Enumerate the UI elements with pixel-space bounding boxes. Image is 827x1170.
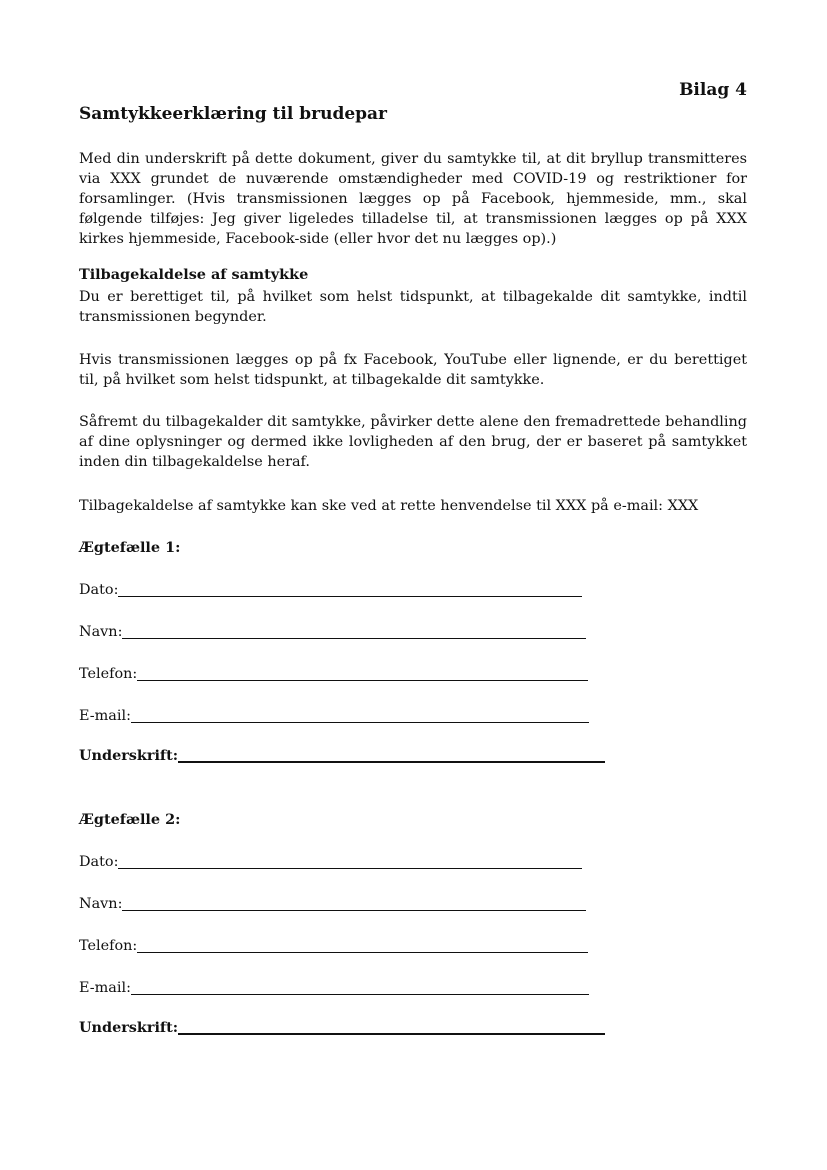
spouse-1-email-field[interactable] <box>79 706 589 726</box>
spouse-2-date-field[interactable] <box>79 852 582 872</box>
spouse-2-heading: Ægtefælle 2: <box>79 811 181 828</box>
email-label: E-mail: <box>79 980 131 996</box>
intro-paragraph: Med din underskrift på dette dokument, giver du samtykke til, at dit bryllup transmitteres via XXX grundet de nuværende omstændigheder med COVID-19 og restriktioner for forsamlinger. (Hvis transmissionen lægges op på Facebook, hjemmeside, mm., skal følgende tilføjes: Jeg giver ligeledes tilladelse til, at transmissionen lægges op på XXX kirkes hjemmeside, Facebook-side (eller hvor det nu lægges op).) <box>79 151 747 247</box>
withdrawal-paragraph-1: Du er berettiget til, på hvilket som helst tidspunkt, at tilbagekalde dit samtykke, indtil transmissionen begynder. <box>79 289 747 325</box>
withdrawal-heading: Tilbagekaldelse af samtykke <box>79 266 309 283</box>
signature-label: Underskrift: <box>79 1019 179 1036</box>
name-label: Navn: <box>79 896 123 912</box>
phone-line[interactable] <box>137 664 588 681</box>
phone-label: Telefon: <box>79 938 138 954</box>
signature-label: Underskrift: <box>79 747 179 764</box>
date-line[interactable] <box>118 852 582 869</box>
spouse-1-name-field[interactable] <box>79 622 586 642</box>
withdrawal-paragraph-2: Hvis transmissionen lægges op på fx Facebook, YouTube eller lignende, er du berettiget til, på hvilket som helst tidspunkt, at tilbagekalde dit samtykke. <box>79 352 747 388</box>
date-label: Dato: <box>79 854 119 870</box>
email-line[interactable] <box>131 706 589 723</box>
name-label: Navn: <box>79 624 123 640</box>
email-line[interactable] <box>131 978 589 995</box>
spouse-1-phone-field[interactable] <box>79 664 588 684</box>
spouse-2-signature-field[interactable] <box>79 1018 605 1038</box>
phone-label: Telefon: <box>79 666 138 682</box>
name-line[interactable] <box>122 894 586 911</box>
email-label: E-mail: <box>79 708 131 724</box>
page-title: Samtykkeerklæring til brudepar <box>79 104 388 124</box>
name-line[interactable] <box>122 622 586 639</box>
spouse-2-name-field[interactable] <box>79 894 586 914</box>
date-label: Dato: <box>79 582 119 598</box>
phone-line[interactable] <box>137 936 588 953</box>
spouse-1-signature-field[interactable] <box>79 746 605 766</box>
date-line[interactable] <box>118 580 582 597</box>
spouse-2-phone-field[interactable] <box>79 936 588 956</box>
signature-line[interactable] <box>178 1017 605 1035</box>
spouse-2-email-field[interactable] <box>79 978 589 998</box>
withdrawal-paragraph-4: Tilbagekaldelse af samtykke kan ske ved at rette henvendelse til XXX på e-mail: XXX <box>79 498 699 514</box>
signature-line[interactable] <box>178 745 605 763</box>
spouse-1-date-field[interactable] <box>79 580 582 600</box>
withdrawal-paragraph-3: Såfremt du tilbagekalder dit samtykke, påvirker dette alene den fremadrettede behandling af dine oplysninger og dermed ikke lovligheden af den brug, der er baseret på samtykket inden din tilbagekaldelse heraf. <box>79 414 747 470</box>
annex-label: Bilag 4 <box>679 80 747 100</box>
spouse-1-heading: Ægtefælle 1: <box>79 539 181 556</box>
